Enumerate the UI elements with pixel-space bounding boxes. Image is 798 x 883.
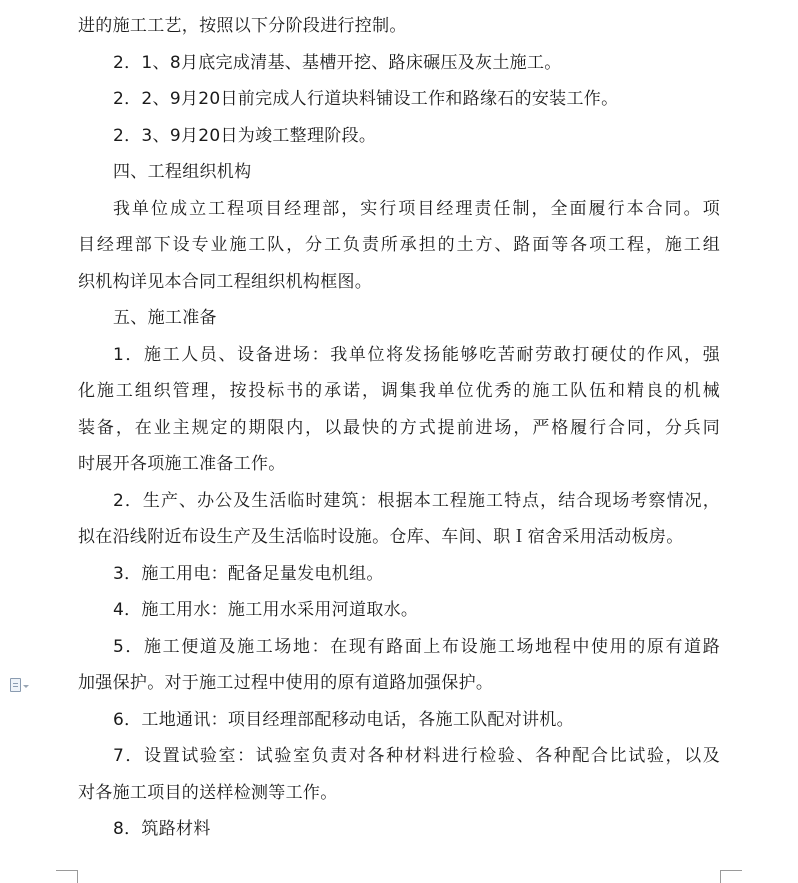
text-line: 目经理部下设专业施工队，分工负责所承担的土方、路面等各项工程，施工组 [78,235,720,255]
text-line: 2．3、9月20日为竣工整理阶段。 [113,125,377,146]
text-line: 7．设置试验室：试验室负责对各种材料进行检验、各种配合比试验，以及 [113,746,720,766]
text-line: 织机构详见本合同工程组织机构框图。 [78,271,373,292]
page-corner-mark-left [56,870,78,883]
text-line: 我单位成立工程项目经理部，实行项目经理责任制，全面履行本合同。项 [113,198,720,219]
chevron-down-icon [23,685,29,688]
document-body [78,8,720,848]
paragraph-marker[interactable] [10,677,38,693]
text-line: 时展开各项施工准备工作。 [78,454,286,474]
section-heading: 8．筑路材料 [113,819,211,839]
text-line: 化施工组织管理，按投标书的承诺，调集我单位优秀的施工队伍和精良的机械 [78,381,720,401]
section-heading: 五、施工准备 [113,308,217,328]
text-line: 2．1、8月底完成清基、基槽开挖、路床碾压及灰土施工。 [113,52,562,73]
section-heading: 四、工程组织机构 [113,162,252,182]
text-line: 装备，在业主规定的期限内，以最快的方式提前进场，严格履行合同，分兵同 [78,417,720,438]
text-line: 拟在沿线附近布设生产及生活临时设施。仓库、车间、职Ｉ宿舍采用活动板房。 [78,527,684,547]
text-line: 加强保护。对于施工过程中使用的原有道路加强保护。 [78,673,494,693]
text-line: 3．施工用电：配备足量发电机组。 [113,563,384,584]
text-line: 进的施工工艺，按照以下分阶段进行控制。 [78,16,407,36]
text-line: 对各施工项目的送样检测等工作。 [78,782,338,803]
text-line: 2．2、9月20日前完成人行道块料铺设工作和路缘石的安装工作。 [113,89,619,109]
document-paragraph-icon [10,678,21,692]
text-line: 2．生产、办公及生活临时建筑：根据本工程施工特点，结合现场考察情况， [113,490,720,511]
text-line: 5．施工便道及施工场地：在现有路面上布设施工场地程中使用的原有道路 [113,636,720,657]
text-line: 1．施工人员、设备进场：我单位将发扬能够吃苦耐劳敢打硬仗的作风，强 [113,344,720,365]
text-line: 4．施工用水：施工用水采用河道取水。 [113,600,419,620]
page-corner-mark-right [720,870,742,883]
text-line: 6．工地通讯：项目经理部配移动电话，各施工队配对讲机。 [113,709,574,730]
